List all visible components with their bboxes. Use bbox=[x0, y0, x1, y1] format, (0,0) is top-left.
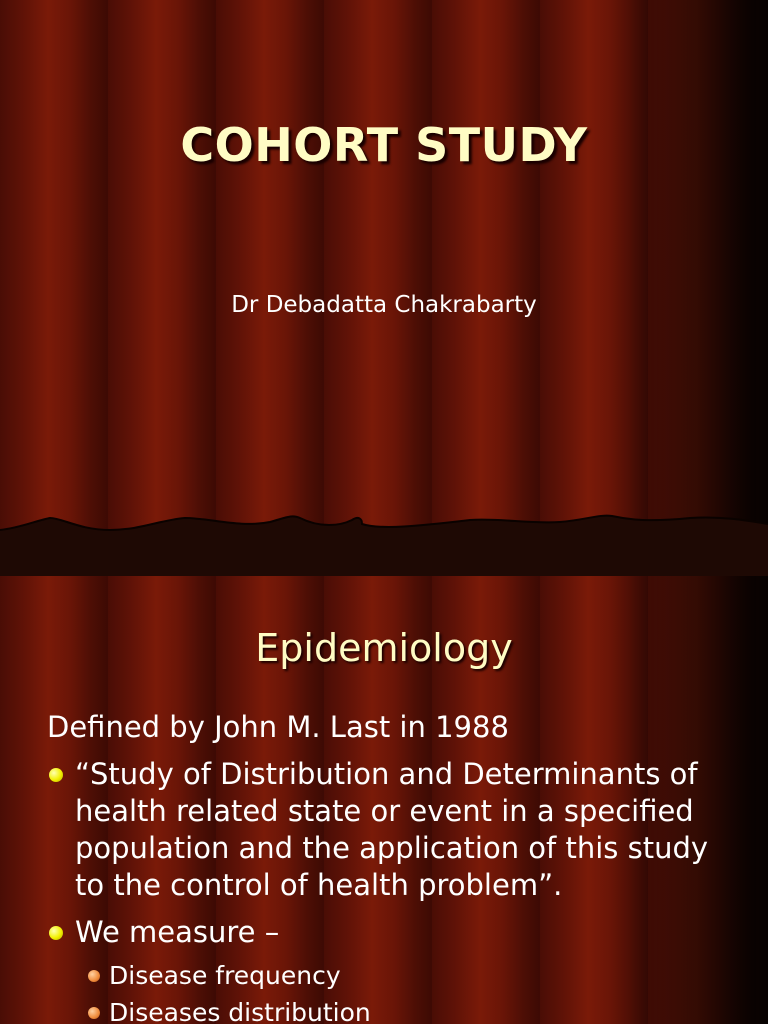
sub-bullet-text: Disease frequency bbox=[109, 961, 341, 990]
slide-title: COHORT STUDY bbox=[180, 118, 588, 172]
slide-subtitle: Dr Debadatta Chakrabarty bbox=[231, 292, 537, 318]
sub-bullet-item bbox=[88, 960, 708, 992]
bullet-dot-icon bbox=[49, 926, 63, 940]
sub-bullet-text: Diseases distribution bbox=[109, 998, 371, 1024]
definition-intro: Defined by John M. Last in 1988 bbox=[47, 710, 509, 744]
slide-title: Epidemiology bbox=[255, 626, 513, 670]
bullet-item bbox=[47, 756, 737, 904]
sub-bullet-dot-icon bbox=[88, 970, 100, 982]
bullet-text: We measure – bbox=[75, 915, 280, 949]
sub-bullet-dot-icon bbox=[88, 1007, 100, 1019]
bullet-dot-icon bbox=[49, 768, 63, 782]
sub-bullet-item bbox=[88, 997, 708, 1024]
bullet-text: “Study of Distribution and Determinants of health related state or event in a specified population and the application of this study to the control of health problem”. bbox=[75, 757, 709, 902]
slide-2 bbox=[0, 576, 768, 1024]
horizon-silhouette bbox=[0, 500, 768, 576]
bullet-item bbox=[47, 914, 737, 951]
